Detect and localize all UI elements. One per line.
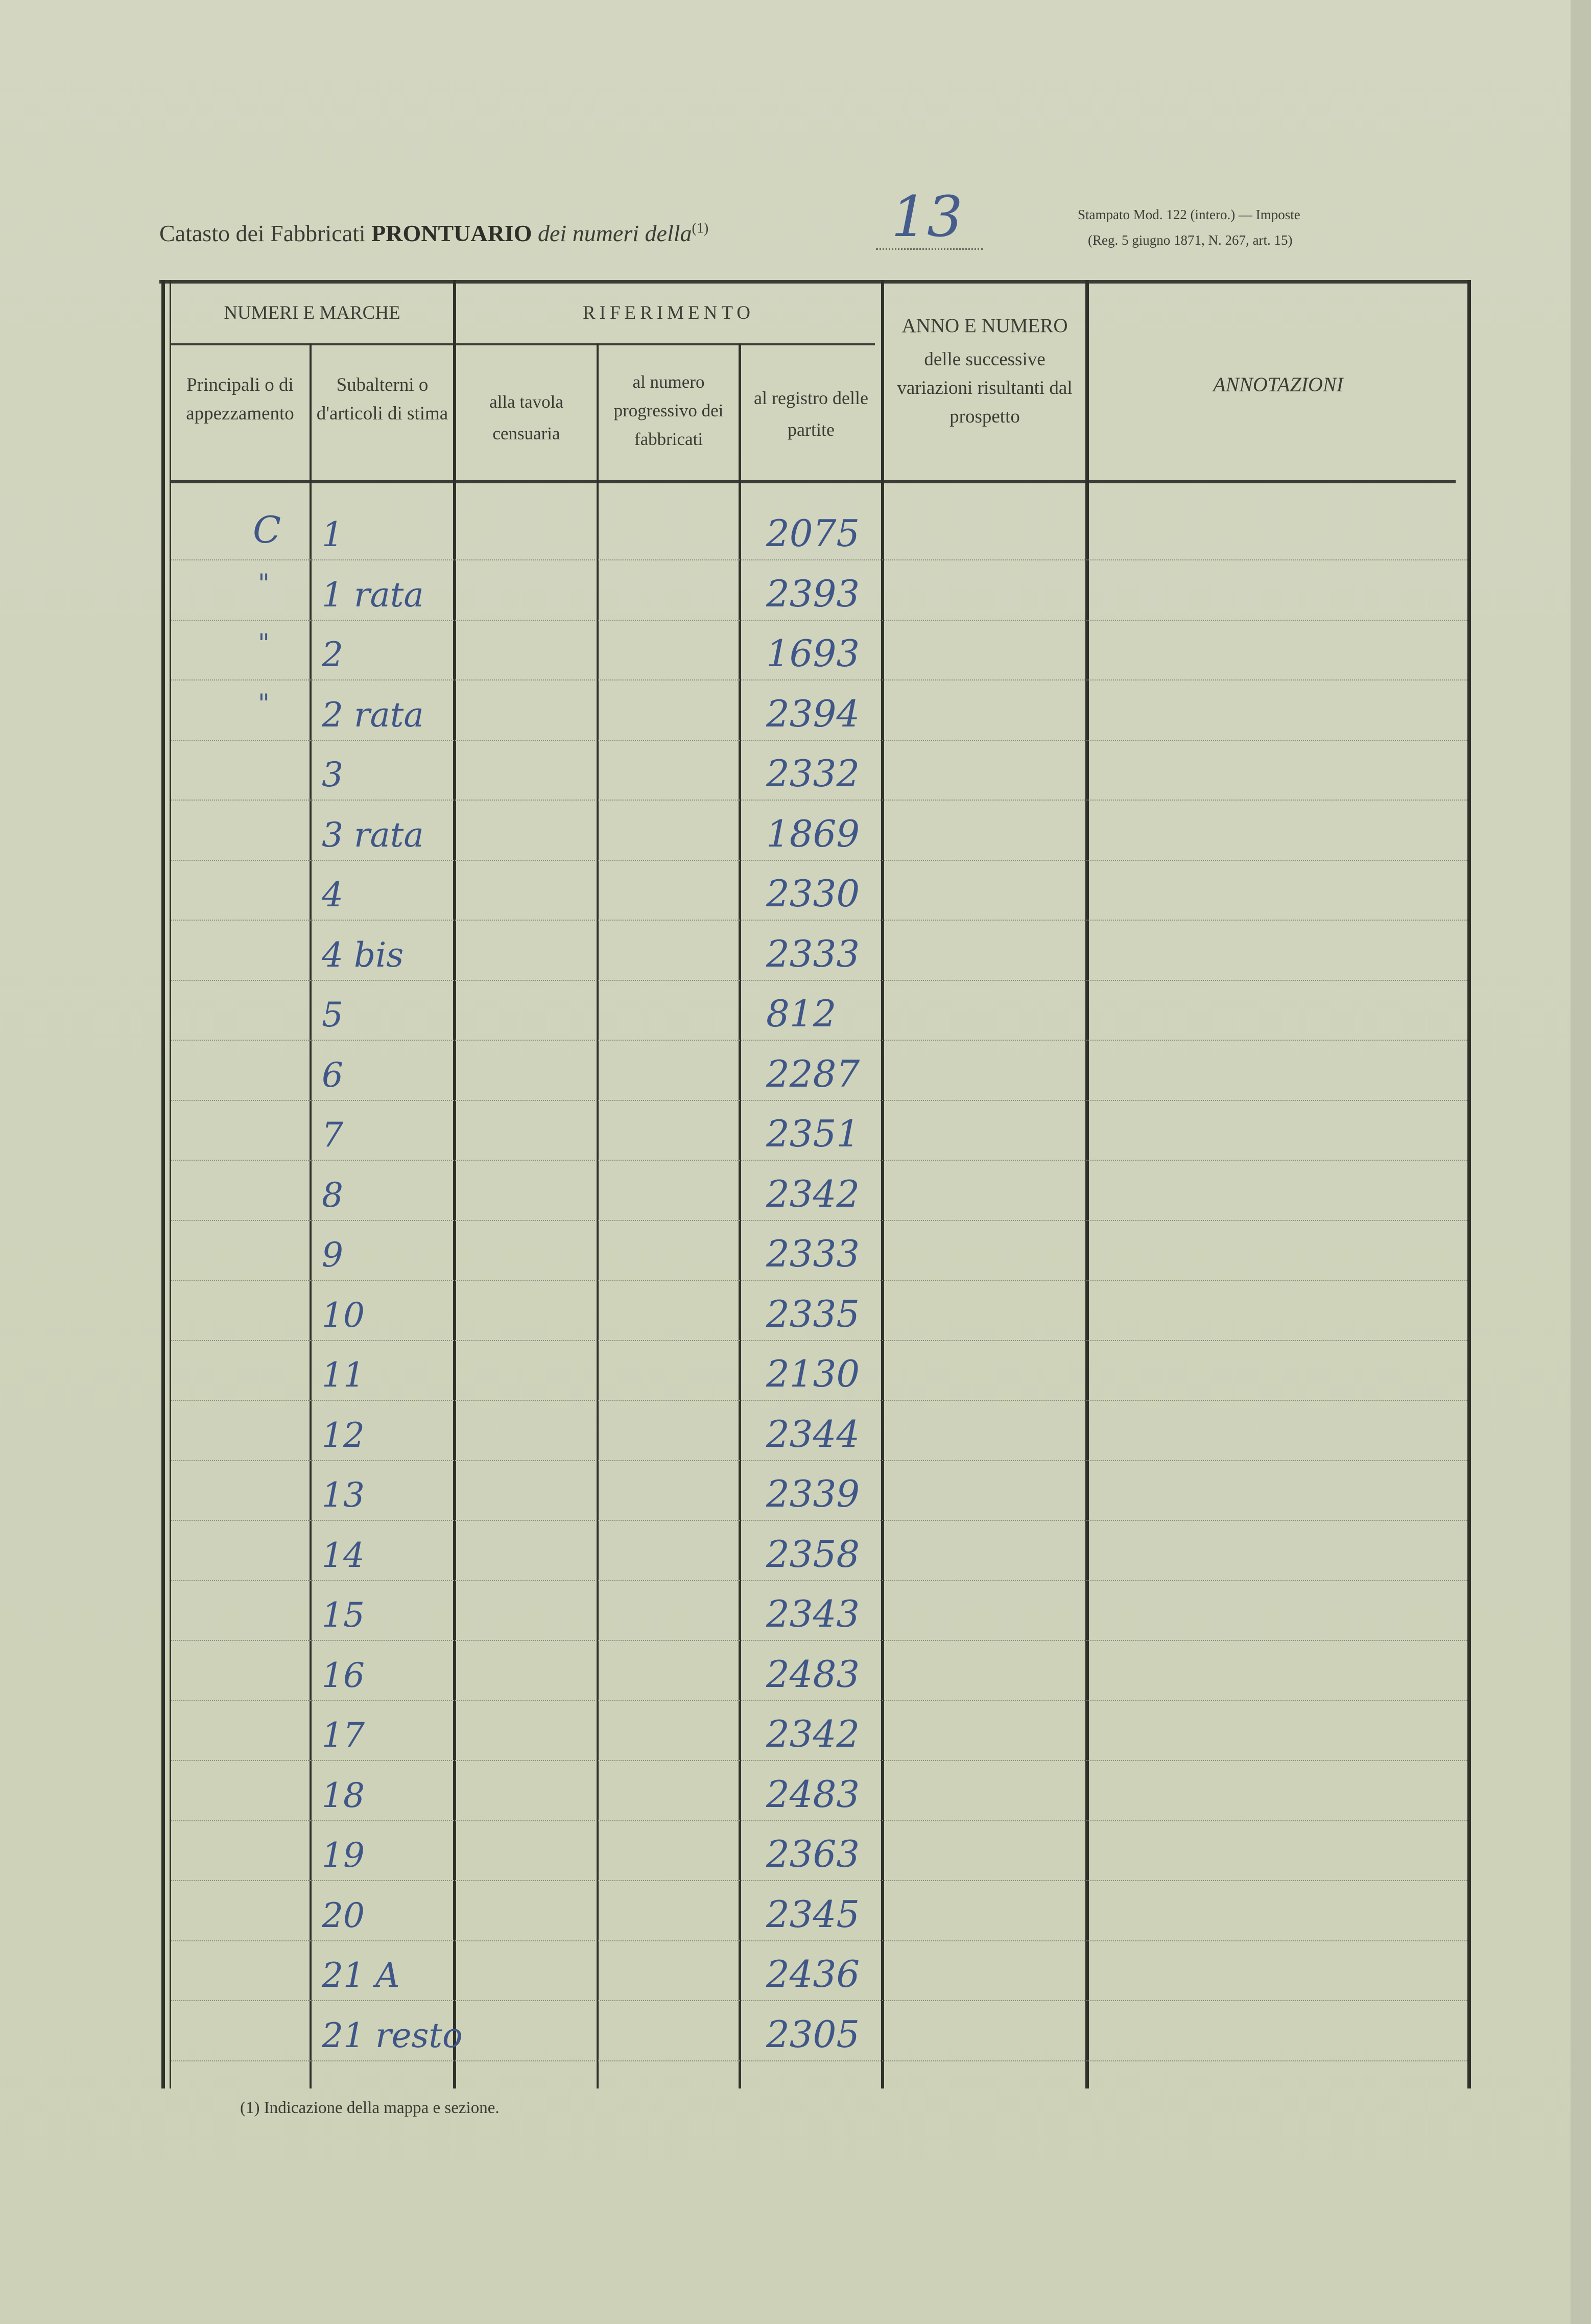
principale-cell: " — [258, 628, 270, 658]
subalterno-cell: 3 rata — [322, 815, 424, 855]
row-divider — [171, 1580, 1467, 1581]
row-divider — [171, 1040, 1467, 1041]
principale-cell: C — [253, 508, 281, 551]
header-progressivo: al numero progressivo dei fabbricati — [613, 372, 724, 449]
subalterno-cell: 7 — [322, 1115, 343, 1155]
col-divider-2 — [453, 280, 456, 2088]
subalterno-cell: 5 — [322, 995, 343, 1035]
partita-cell: 812 — [766, 992, 837, 1035]
title-italic: dei numeri della — [538, 220, 692, 246]
row-divider — [171, 620, 1467, 621]
left-border-inner — [170, 280, 171, 2088]
subalterno-cell: 10 — [322, 1295, 365, 1335]
subalterno-cell: 14 — [322, 1535, 365, 1575]
partita-cell: 2075 — [766, 512, 860, 555]
row-divider — [171, 1100, 1467, 1101]
partita-cell: 2333 — [766, 1232, 860, 1275]
header-subalterni: Subalterni o d'articoli di stima — [316, 374, 448, 424]
partita-cell: 1693 — [766, 632, 860, 675]
row-divider — [171, 860, 1467, 861]
subalterno-cell: 15 — [322, 1595, 365, 1635]
principale-cell: " — [258, 568, 270, 598]
header-bottom-border — [171, 480, 1456, 483]
partita-cell: 2332 — [766, 752, 860, 795]
subalterno-cell: 9 — [322, 1235, 343, 1275]
row-divider — [171, 740, 1467, 741]
col-divider-5 — [881, 280, 884, 2088]
partita-cell: 2345 — [766, 1892, 860, 1936]
handwritten-map-number: 13 — [891, 184, 963, 249]
row-divider — [171, 920, 1467, 921]
right-border — [1467, 280, 1471, 2088]
partita-cell: 2344 — [766, 1412, 860, 1456]
left-border — [161, 280, 165, 2088]
partita-cell: 2335 — [766, 1292, 860, 1335]
header-principali: Principali o di appezzamento — [186, 374, 294, 424]
row-divider — [171, 559, 1467, 560]
header-riferimento: RIFERIMENTO — [582, 302, 755, 323]
partita-cell: 2393 — [766, 572, 860, 615]
subalterno-cell: 21 A — [322, 1956, 400, 1995]
row-divider — [171, 1220, 1467, 1221]
subalterno-cell: 4 bis — [322, 935, 404, 975]
subalterno-cell: 20 — [322, 1895, 365, 1935]
partita-cell: 2394 — [766, 692, 860, 735]
row-divider — [171, 2000, 1467, 2001]
page-edge — [1571, 0, 1591, 2324]
title-prefix: Catasto dei Fabbricati — [159, 220, 366, 246]
subalterno-cell: 16 — [322, 1655, 365, 1695]
partita-cell: 2343 — [766, 1592, 860, 1635]
row-divider — [171, 1460, 1467, 1461]
row-divider — [171, 1160, 1467, 1161]
partita-cell: 2305 — [766, 2012, 860, 2056]
partita-cell: 2339 — [766, 1472, 860, 1515]
header-annotazioni: ANNOTAZIONI — [1213, 373, 1343, 396]
printed-regulation-line: (Reg. 5 giugno 1871, N. 267, art. 15) — [1088, 232, 1293, 248]
title-main: PRONTUARIO — [371, 220, 532, 246]
subalterno-cell: 6 — [322, 1055, 343, 1095]
col-divider-1 — [310, 343, 312, 2088]
subalterno-cell: 19 — [322, 1836, 365, 1875]
partita-cell: 2342 — [766, 1712, 860, 1755]
row-divider — [171, 1820, 1467, 1821]
row-divider — [171, 1940, 1467, 1941]
header-group-divider — [171, 343, 875, 345]
header-numeri-marche: NUMERI E MARCHE — [224, 302, 400, 323]
row-divider — [171, 1640, 1467, 1641]
row-divider — [171, 1700, 1467, 1701]
subalterno-cell: 17 — [322, 1716, 365, 1755]
subalterno-cell: 8 — [322, 1175, 343, 1215]
col-divider-6 — [1085, 280, 1089, 2088]
header-variazioni: delle successive variazioni risultanti dal prospetto — [897, 349, 1073, 427]
partita-cell: 2483 — [766, 1772, 860, 1816]
row-divider — [171, 1880, 1467, 1881]
subalterno-cell: 1 rata — [322, 575, 424, 615]
partita-cell: 2351 — [766, 1112, 860, 1155]
row-divider — [171, 1520, 1467, 1521]
document-title — [159, 220, 708, 247]
subalterno-cell: 18 — [322, 1775, 365, 1815]
footnote: (1) Indicazione della mappa e sezione. — [240, 2099, 500, 2117]
printed-model-line: Stampato Mod. 122 (intero.) — Imposte — [1078, 207, 1300, 222]
row-divider — [171, 679, 1467, 680]
partita-cell: 2358 — [766, 1532, 860, 1576]
row-divider — [171, 800, 1467, 801]
row-divider — [171, 1760, 1467, 1761]
header-anno-numero: ANNO E NUMERO — [901, 315, 1068, 337]
row-divider — [171, 2060, 1467, 2061]
partita-cell: 1869 — [766, 812, 860, 855]
principale-cell: " — [258, 688, 270, 718]
subalterno-cell: 12 — [322, 1415, 365, 1455]
subalterno-cell: 21 resto — [322, 2015, 463, 2055]
subalterno-cell: 2 — [322, 635, 343, 674]
partita-cell: 2330 — [766, 872, 860, 915]
partita-cell: 2287 — [766, 1052, 860, 1095]
subalterno-cell: 4 — [322, 875, 343, 914]
col-divider-4 — [739, 343, 741, 2088]
subalterno-cell: 3 — [322, 755, 343, 794]
col-divider-3 — [597, 343, 599, 2088]
partita-cell: 2436 — [766, 1953, 860, 1996]
partita-cell: 2333 — [766, 932, 860, 975]
partita-cell: 2342 — [766, 1172, 860, 1215]
row-divider — [171, 1340, 1467, 1341]
table-top-border — [159, 280, 1471, 284]
partita-cell: 2363 — [766, 1833, 860, 1875]
row-divider — [171, 980, 1467, 981]
header-registro: al registro delle partite — [754, 388, 868, 440]
partita-cell: 2483 — [766, 1652, 860, 1696]
title-footnote-mark: (1) — [692, 220, 709, 237]
row-divider — [171, 1400, 1467, 1401]
subalterno-cell: 11 — [322, 1355, 365, 1395]
subalterno-cell: 2 rata — [322, 695, 424, 735]
header-tavola: alla tavola censuaria — [489, 392, 563, 443]
subalterno-cell: 13 — [322, 1475, 365, 1515]
partita-cell: 2130 — [766, 1352, 860, 1395]
row-divider — [171, 1280, 1467, 1281]
subalterno-cell: 1 — [322, 515, 343, 554]
